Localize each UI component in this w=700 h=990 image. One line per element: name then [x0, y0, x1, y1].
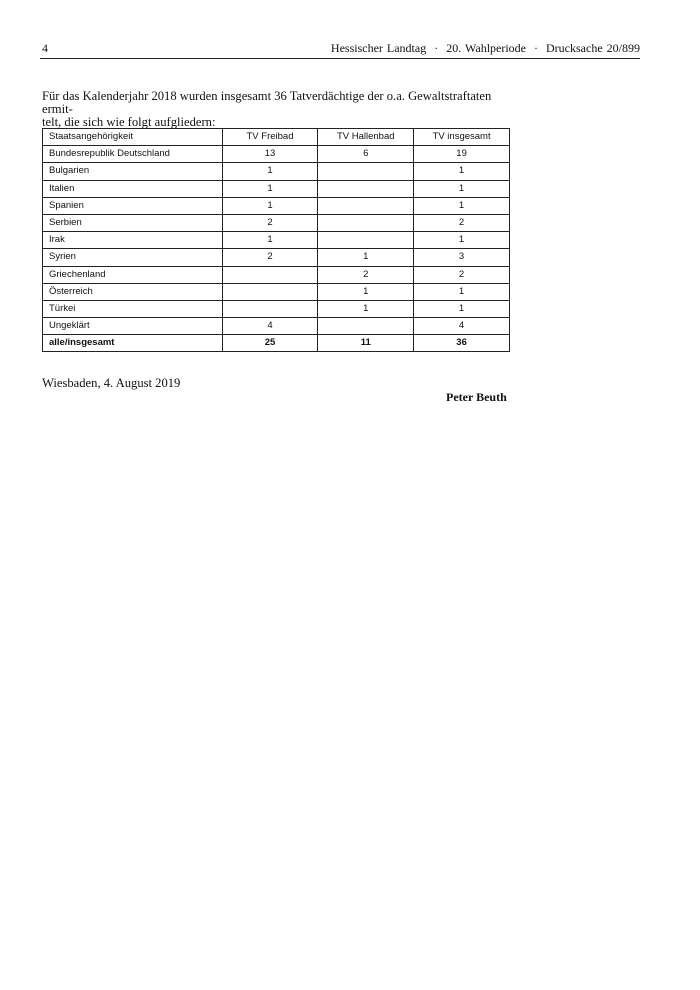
table-row: [43, 232, 510, 249]
cell-nationality: Ungeklärt: [43, 318, 223, 335]
cell-nationality: Spanien: [43, 197, 223, 214]
cell-total: 1: [414, 180, 510, 197]
cell-total: 1: [414, 300, 510, 317]
cell-nationality: Syrien: [43, 249, 223, 266]
cell-outdoor-pool: [222, 266, 318, 283]
document-reference: Drucksache 20/899: [546, 41, 640, 55]
table-row: [43, 249, 510, 266]
cell-total: 2: [414, 214, 510, 231]
cell-total: 1: [414, 197, 510, 214]
cell-outdoor-pool: 4: [222, 318, 318, 335]
cell-indoor-pool: 6: [318, 146, 414, 163]
legislative-period: 20. Wahlperiode: [446, 41, 527, 55]
total-cell-nationality: alle/insgesamt: [43, 335, 223, 352]
cell-outdoor-pool: 13: [222, 146, 318, 163]
cell-total: 19: [414, 146, 510, 163]
cell-outdoor-pool: 1: [222, 232, 318, 249]
cell-total: 2: [414, 266, 510, 283]
cell-nationality: Griechenland: [43, 266, 223, 283]
cell-nationality: Serbien: [43, 214, 223, 231]
running-title: [331, 41, 640, 56]
total-cell-indoor-pool: 11: [318, 335, 414, 352]
table-row: [43, 146, 510, 163]
table-row: [43, 318, 510, 335]
cell-total: 3: [414, 249, 510, 266]
cell-indoor-pool: [318, 318, 414, 335]
cell-outdoor-pool: [222, 300, 318, 317]
total-cell-outdoor-pool: 25: [222, 335, 318, 352]
intro-line-2: telt, die sich wie folgt aufgliedern:: [42, 115, 216, 129]
intro-paragraph: [42, 90, 512, 129]
cell-nationality: Bundesrepublik Deutschland: [43, 146, 223, 163]
table-row: [43, 180, 510, 197]
publisher-name: Hessischer Landtag: [330, 41, 427, 55]
cell-total: 4: [414, 318, 510, 335]
column-header-outdoor-pool: TV Freibad: [222, 129, 318, 146]
suspects-by-nationality-table: [42, 128, 510, 352]
cell-nationality: Irak: [43, 232, 223, 249]
table-row: [43, 266, 510, 283]
cell-indoor-pool: [318, 214, 414, 231]
cell-total: 1: [414, 163, 510, 180]
cell-nationality: Bulgarien: [43, 163, 223, 180]
cell-indoor-pool: [318, 163, 414, 180]
table-row: [43, 197, 510, 214]
cell-nationality: Österreich: [43, 283, 223, 300]
signature-name: Peter Beuth: [446, 390, 507, 404]
cell-indoor-pool: [318, 232, 414, 249]
page-number: 4: [42, 41, 48, 55]
cell-nationality: Italien: [43, 180, 223, 197]
cell-outdoor-pool: 2: [222, 249, 318, 266]
column-header-indoor-pool: TV Hallenbad: [318, 129, 414, 146]
table-row: [43, 300, 510, 317]
cell-outdoor-pool: 1: [222, 197, 318, 214]
table-total-row: [43, 335, 510, 352]
table-body: [43, 146, 510, 352]
table-row: [43, 214, 510, 231]
header-separator: ·: [434, 41, 439, 55]
table-row: [43, 283, 510, 300]
cell-indoor-pool: 2: [318, 266, 414, 283]
running-header: [40, 40, 640, 59]
cell-indoor-pool: [318, 197, 414, 214]
cell-total: 1: [414, 283, 510, 300]
cell-outdoor-pool: 1: [222, 180, 318, 197]
table-row: [43, 163, 510, 180]
cell-outdoor-pool: 1: [222, 163, 318, 180]
table-header-row: [43, 129, 510, 146]
intro-line-1: Für das Kalenderjahr 2018 wurden insgesamt 36 Tatverdächtige der o.a. Gewaltstraftaten ermit-: [42, 89, 492, 116]
total-cell-total: 36: [414, 335, 510, 352]
cell-nationality: Türkei: [43, 300, 223, 317]
cell-indoor-pool: [318, 180, 414, 197]
cell-indoor-pool: 1: [318, 249, 414, 266]
column-header-total: TV insgesamt: [414, 129, 510, 146]
cell-outdoor-pool: [222, 283, 318, 300]
cell-indoor-pool: 1: [318, 283, 414, 300]
header-separator: ·: [534, 41, 539, 55]
cell-total: 1: [414, 232, 510, 249]
cell-indoor-pool: 1: [318, 300, 414, 317]
cell-outdoor-pool: 2: [222, 214, 318, 231]
place-and-date: Wiesbaden, 4. August 2019: [42, 376, 181, 390]
column-header-nationality: Staatsangehörigkeit: [43, 129, 223, 146]
